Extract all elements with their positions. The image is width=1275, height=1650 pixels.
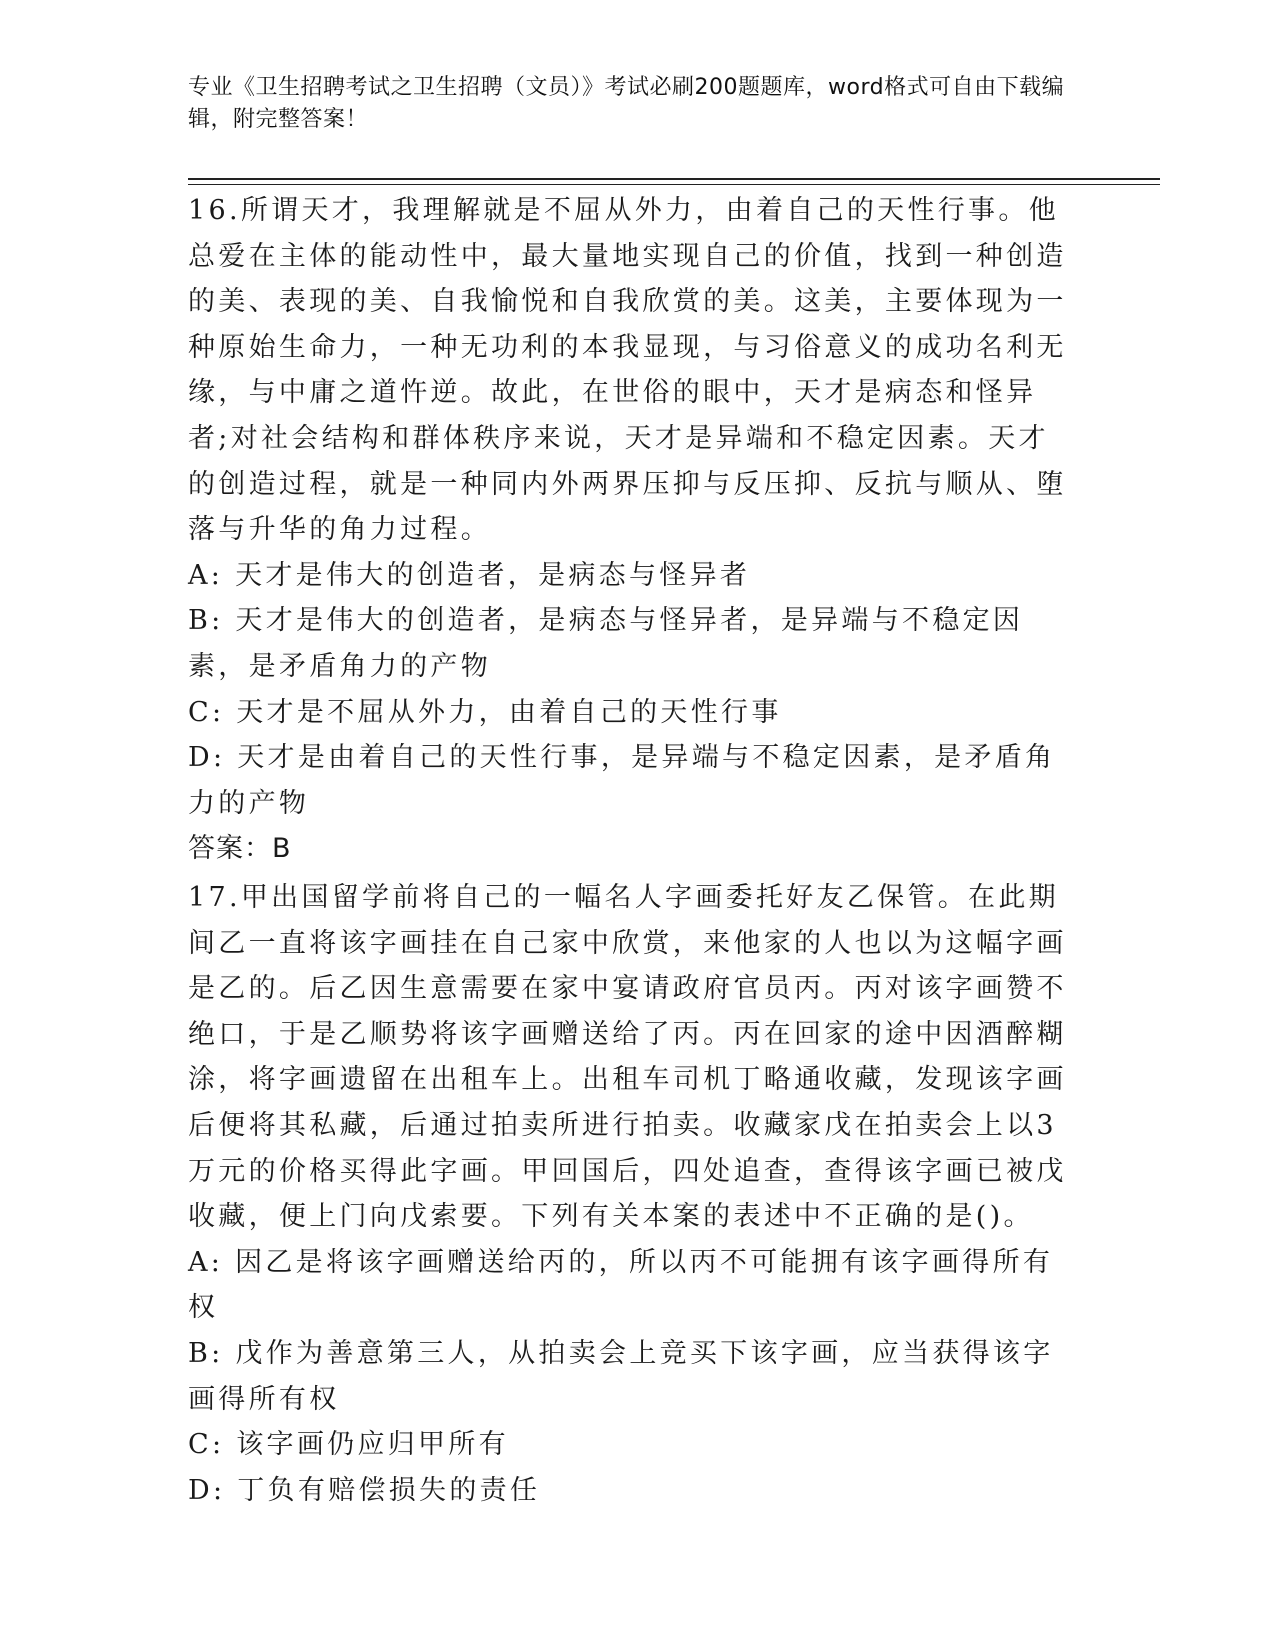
document-header: 专业《卫生招聘考试之卫生招聘（文员）》考试必刷200题题库，word格式可自由下载编辑，附完整答案！	[188, 75, 1065, 132]
option-a: A: 天才是伟大的创造者，是病态与怪异者	[188, 559, 751, 591]
option-b: B: 天才是伟大的创造者，是病态与怪异者，是异端与不稳定因素，是矛盾角力的产物	[188, 605, 1024, 682]
question-stem: 17.甲出国留学前将自己的一幅名人字画委托好友乙保管。在此期间乙一直将该字画挂在自己家中欣赏，来他家的人也以为这幅字画是乙的。后乙因生意需要在家中宴请政府官员丙。丙对该字画赞不绝口，于是乙顺势将该字画赠送给了丙。丙在回家的途中因酒醉糊涂，将字画遗留在出租车上。出租车司机丁略通收藏，发现该字画后便将其私藏，后通过拍卖所进行拍卖。收藏家戊在拍卖会上以3万元的价格买得此字画。甲回国后，四处追查，查得该字画已被戊收藏，便上门向戊索要。下列有关本案的表述中不正确的是()。	[188, 882, 1067, 1233]
option-c: C: 该字画仍应归甲所有	[188, 1429, 509, 1461]
option-a: A: 因乙是将该字画赠送给丙的，所以丙不可能拥有该字画得所有权	[188, 1246, 1054, 1324]
question-16	[188, 188, 1078, 872]
option-d: D: 天才是由着自己的天性行事，是异端与不稳定因素，是矛盾角力的产物	[188, 742, 1056, 819]
option-c: C: 天才是不屈从外力，由着自己的天性行事	[188, 696, 782, 728]
answer-label: 答案：B	[188, 833, 292, 865]
header-divider-thick	[188, 178, 1160, 180]
header-divider-thin	[188, 184, 1160, 185]
question-17	[188, 875, 1078, 1513]
option-d: D: 丁负有赔偿损失的责任	[188, 1474, 541, 1506]
question-stem: 16.所谓天才，我理解就是不屈从外力，由着自己的天性行事。他总爱在主体的能动性中，最大量地实现自己的价值，找到一种创造的美、表现的美、自我愉悦和自我欣赏的美。这美，主要体现为一种原始生命力，一种无功利的本我显现，与习俗意义的成功名利无缘，与中庸之道忤逆。故此，在世俗的眼中，天才是病态和怪异者;对社会结构和群体秩序来说，天才是异端和不稳定因素。天才的创造过程，就是一种同内外两界压抑与反压抑、反抗与顺从、堕落与升华的角力过程。	[188, 195, 1067, 546]
option-b: B: 戊作为善意第三人，从拍卖会上竞买下该字画，应当获得该字画得所有权	[188, 1337, 1054, 1415]
